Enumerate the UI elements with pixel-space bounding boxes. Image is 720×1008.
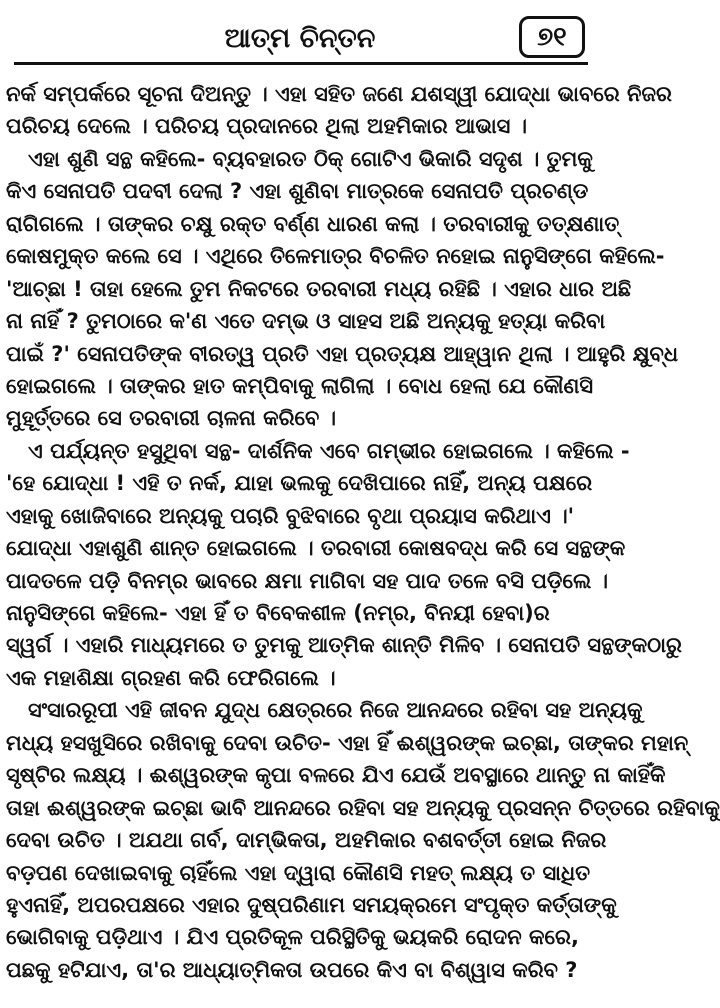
text-line: ଏକ ମହାଶିକ୍ଷା ଗ୍ରହଣ କରି ଫେରିଗଲେ । bbox=[6, 665, 336, 690]
text-line: କିଏ ସେନାପତି ପଦବୀ ଦେଲା ? ଏହା ଶୁଣିବା ମାତ୍ରକେ ସେନାପତି ପ୍ରଚଣ୍ଡ bbox=[6, 179, 589, 204]
text-line: ନର୍କ ସମ୍ପର୍କରେ ସୂଚନା ଦିଅନ୍ତୁ । ଏହା ସହିତ ଜଣେ ଯଶସ୍ୱୀ ଯୋଦ୍ଧା ଭାବରେ ନିଜର bbox=[6, 82, 672, 106]
page-number-box: ୭୧ bbox=[519, 16, 585, 58]
text-line: ରାଗିଗଲେ । ତାଙ୍କର ଚକ୍ଷୁ ରକ୍ତ ବର୍ଣ୍ଣ ଧାରଣ କଲା । ତରବାରୀକୁ ତତ୍କ୍ଷଣାତ୍ bbox=[6, 211, 620, 236]
text-line: ଯୋଦ୍ଧା ଏହାଶୁଣି ଶାନ୍ତ ହୋଇଗଲେ । ତରବାରୀ କୋଷବଦ୍ଧ କରି ସେ ସନ୍ଥଙ୍କ bbox=[6, 536, 626, 561]
running-head: ଆତ୍ମ ଚିନ୍ତନ bbox=[224, 23, 376, 54]
quote-line: 'ହେ ଯୋଦ୍ଧା ! ଏହି ତ ନର୍କ, ଯାହା ଭଲକୁ ଦେଖିପାରେ ନାହିଁ, ଅନ୍ୟ ପକ୍ଷରେ bbox=[6, 471, 593, 496]
text-line: ନା ନାହିଁ ? ତୁମଠାରେ କ'ଣ ଏତେ ଦମ୍ଭ ଓ ସାହସ ଅଛି ଅନ୍ୟକୁ ହତ୍ୟା କରିବା bbox=[6, 309, 606, 334]
text-line: ପାଇଁ ?' ସେନାପତିଙ୍କ ବୀରତ୍ୱ ପ୍ରତି ଏହା ପ୍ରତ୍ୟକ୍ଷ ଆହ୍ୱାନ ଥିଲା । ଆହୁରି କ୍ଷୁବ୍ଧ bbox=[6, 341, 679, 366]
text-line: କୋଷମୁକ୍ତ କଲେ ସେ । ଏଥିରେ ତିଳେମାତ୍ର ବିଚଳିତ ନହୋଇ ନାନୁସିଙ୍ଗେ କହିଲେ- bbox=[6, 244, 665, 269]
text-line: ମଧ୍ୟ ହସଖୁସିରେ ରଖିବାକୁ ଦେବା ଉଚିତ- ଏହା ହିଁ ଈଶ୍ୱରଙ୍କ ଇଚ୍ଛା, ତାଙ୍କର ମହାନ୍ bbox=[6, 730, 689, 755]
page-header bbox=[0, 0, 600, 64]
text-line: ତାହା ଈଶ୍ୱରଙ୍କ ଇଚ୍ଛା ଭାବି ଆନନ୍ଦରେ ରହିବା ସହ ଅନ୍ୟକୁ ପ୍ରସନ୍ନ ଚିତ୍ତରେ ରହିବାକୁ bbox=[6, 795, 720, 820]
body-text bbox=[6, 78, 720, 986]
text-line: ପଛକୁ ହଟିଯାଏ, ତା'ର ଆଧ୍ୟାତ୍ମିକତା ଉପରେ କିଏ ବା ବିଶ୍ୱାସ କରିବ ? bbox=[6, 957, 578, 982]
quote-line: ଏହାକୁ ଖୋଜିବାରେ ଅନ୍ୟକୁ ପଚାରି ବୁଝିବାରେ ବୃଥା ପ୍ରୟାସ କରିଥାଏ ।' bbox=[6, 503, 575, 528]
text-line: ସୃଷ୍ଟିର ଲକ୍ଷ୍ୟ । ଈଶ୍ୱରଙ୍କ କୃପା ବଳରେ ଯିଏ ଯେଉଁ ଅବସ୍ଥାରେ ଥାନ୍ତୁ ନା କାହିଁକି bbox=[6, 763, 666, 788]
text-line: ଭୋଗିବାକୁ ପଡ଼ିଥାଏ । ଯିଏ ପ୍ରତିକୂଳ ପରିସ୍ଥିତିକୁ ଭୟକରି ରୋଦନ କରେ, bbox=[6, 925, 579, 950]
header-rule bbox=[14, 62, 588, 65]
text-line: ନାନୁସିଙ୍ଗେ କହିଲେ- ଏହା ହିଁ ତ ବିବେକଶୀଳ (ନମ୍ର, ବିନୟୀ ହେବା)ର bbox=[6, 601, 550, 625]
text-line: ପରିଚୟ ଦେଲେ । ପରିଚୟ ପ୍ରଦାନରେ ଥିଲା ଅହମିକାର ଆଭାସ । bbox=[6, 114, 528, 139]
text-line: ବଡ଼ପଣ ଦେଖାଇବାକୁ ଚାହିଁଲେ ଏହା ଦ୍ୱାରା କୌଣସି ମହତ୍ ଲକ୍ଷ୍ୟ ତ ସାଧିତ bbox=[6, 860, 591, 885]
text-line: ଏ ପର୍ଯ୍ୟନ୍ତ ହସୁଥିବା ସନ୍ଥ- ଦାର୍ଶନିକ ଏବେ ଗମ୍ଭୀର ହୋଇଗଲେ । କହିଲେ - bbox=[28, 438, 630, 463]
text-line: 'ଆଚ୍ଛା ! ତାହା ହେଲେ ତୁମ ନିକଟରେ ତରବାରୀ ମଧ୍ୟ ରହିଛି । ଏହାର ଧାର ଅଛି bbox=[6, 276, 632, 301]
text-line: ଦେବା ଉଚିତ । ଅଯଥା ଗର୍ବ, ଦାମ୍ଭିକତା, ଅହମିକାର ବଶବର୍ତ୍ତୀ ହୋଇ ନିଜର bbox=[6, 828, 607, 853]
text-line: ହୋଇଗଲେ । ତାଙ୍କର ହାତ କମ୍ପିବାକୁ ଲାଗିଲା । ବୋଧ ହେଲା ଯେ କୌଣସି bbox=[6, 373, 594, 398]
text-line: ସ୍ୱର୍ଗ । ଏହାରି ମାଧ୍ୟମରେ ତ ତୁମକୁ ଆତ୍ମିକ ଶାନ୍ତି ମିଳିବ । ସେନାପତି ସନ୍ଥଙ୍କଠାରୁ bbox=[6, 633, 682, 658]
text-line: ପାଦତଳେ ପଡ଼ି ବିନମ୍ର ଭାବରେ କ୍ଷମା ମାଗିବା ସହ ପାଦ ତଳେ ବସି ପଡ଼ିଲେ । bbox=[6, 568, 609, 593]
text-line: ଏହା ଶୁଣି ସନ୍ଥ କହିଲେ- ବ୍ୟବହାରତ ଠିକ୍ ଗୋଟିଏ ଭିକାରି ସଦୃଶ । ତୁମକୁ bbox=[28, 146, 593, 171]
text-line: ମୁହୂର୍ତ୍ତରେ ସେ ତରବାରୀ ଚାଳନା କରିବେ । bbox=[6, 406, 337, 431]
text-line: ସଂସାରରୂପୀ ଏହି ଜୀବନ ଯୁଦ୍ଧ କ୍ଷେତ୍ରରେ ନିଜେ ଆନନ୍ଦରେ ରହିବା ସହ ଅନ୍ୟକୁ bbox=[28, 698, 643, 723]
text-line: ହୁଏନାହିଁ, ଅପରପକ୍ଷରେ ଏହାର ଦୁଷ୍ପରିଣାମ ସମୟକ୍ରମେ ସଂପୃକ୍ତ କର୍ତ୍ତାଙ୍କୁ bbox=[6, 892, 617, 917]
